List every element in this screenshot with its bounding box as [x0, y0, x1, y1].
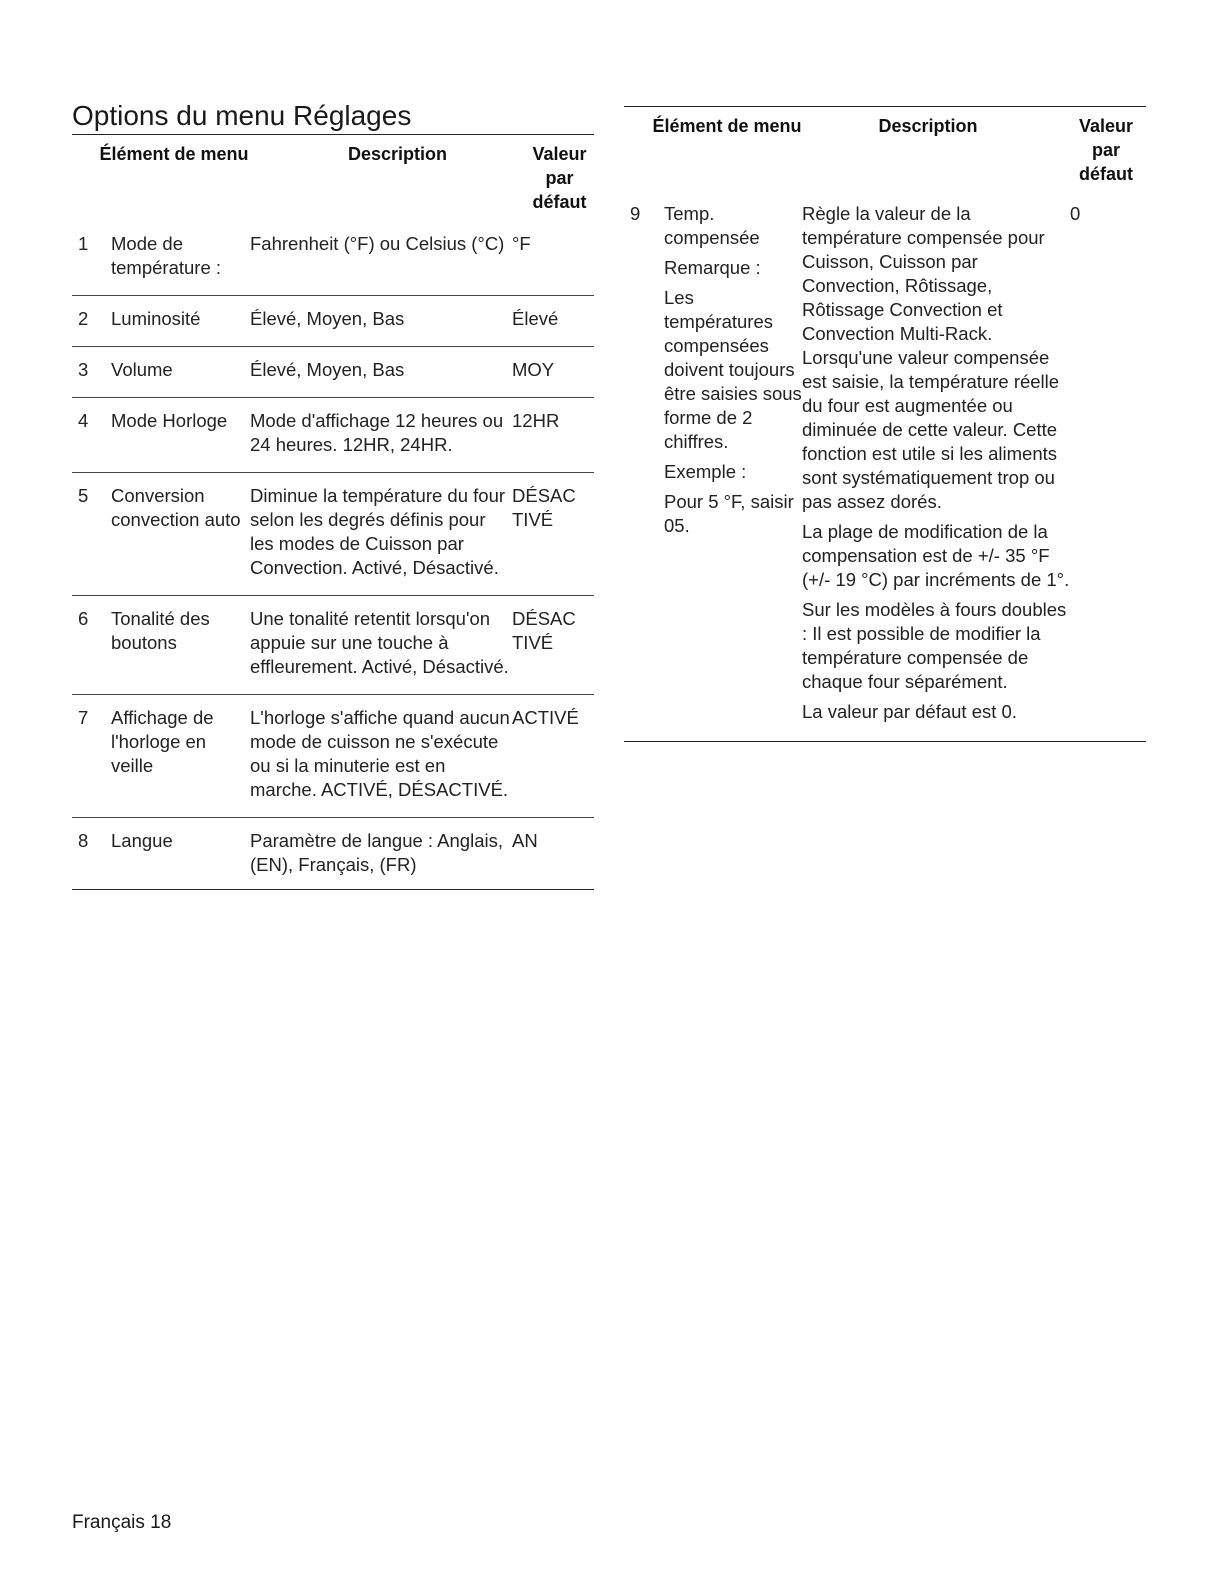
row-default-value: DÉSAC TIVÉ	[512, 608, 576, 653]
table-row	[72, 232, 594, 296]
row-description: L'horloge s'affiche quand aucun mode de cuisson ne s'exécute ou si la minuterie est en marche. ACTIVÉ, DÉSACTIVÉ.	[250, 707, 510, 800]
row-default-value: DÉSAC TIVÉ	[512, 485, 576, 530]
note-text: Les températures compensées doivent toujours être saisies sous forme de 2 chiffres.	[664, 287, 802, 452]
settings-table-left	[72, 134, 594, 890]
page-footer: Français 18	[72, 1512, 172, 1533]
row-menu-item: Conversion convection auto	[111, 485, 241, 530]
row-description: Élevé, Moyen, Bas	[250, 308, 405, 329]
row-description: Diminue la température du four selon les degrés définis pour les modes de Cuisson par Convection. Activé, Désactivé.	[250, 485, 506, 578]
table-row	[72, 296, 594, 347]
row-menu-item: Mode Horloge	[111, 410, 228, 431]
table-row	[72, 695, 594, 818]
row-menu-item: Mode de température :	[111, 233, 222, 278]
row-menu-item: Tonalité des boutons	[111, 608, 210, 653]
settings-table-right	[624, 106, 1146, 742]
row-menu-item: Langue	[111, 830, 173, 851]
row-number: 9	[630, 203, 641, 224]
note-label: Remarque :	[664, 257, 761, 278]
table-header	[72, 135, 594, 232]
example-label: Exemple :	[664, 461, 747, 482]
row-default-value: Élevé	[512, 308, 559, 329]
row-description: Mode d'affichage 12 heures ou 24 heures. 12HR, 24HR.	[250, 410, 504, 455]
row-number: 5	[78, 485, 89, 506]
header-default-value: Valeur par défaut	[1078, 116, 1134, 184]
table-header	[624, 107, 1146, 202]
page-title: Options du menu Réglages	[72, 100, 412, 131]
table-row	[72, 596, 594, 695]
table-row	[624, 202, 1146, 741]
row-default-value: 0	[1070, 203, 1081, 224]
row-default-value: 12HR	[512, 410, 560, 431]
header-menu-item: Élément de menu	[99, 144, 249, 164]
header-default-value: Valeur par défaut	[532, 144, 587, 212]
description-paragraph: Règle la valeur de la température compensée pour Cuisson, Cuisson par Convection, Rôtissage, Rôtissage Convection et Convection Multi-Rack. Lorsqu'une valeur compensée est saisie, la température réelle du four est augmentée ou diminuée de cette valeur. Cette fonction est utile si les aliments sont systématiquement trop ou pas assez dorés.	[802, 203, 1060, 512]
row-number: 7	[78, 707, 89, 728]
example-text: Pour 5 °F, saisir 05.	[664, 491, 794, 536]
table-row	[72, 473, 594, 596]
row-description: Fahrenheit (°F) ou Celsius (°C)	[250, 233, 505, 254]
table-row	[72, 818, 594, 890]
row-default-value: °F	[512, 233, 531, 254]
row-number: 3	[78, 359, 89, 380]
table-row	[72, 347, 594, 398]
table-row	[72, 398, 594, 473]
header-description: Description	[347, 144, 448, 164]
row-number: 2	[78, 308, 89, 329]
row-default-value: AN	[512, 830, 538, 851]
row-number: 4	[78, 410, 89, 431]
row-description: Élevé, Moyen, Bas	[250, 359, 405, 380]
header-menu-item: Élément de menu	[652, 116, 802, 136]
row-menu-item: Affichage de l'horloge en veille	[111, 707, 214, 776]
row-menu-item: Luminosité	[111, 308, 201, 329]
row-default-value: ACTIVÉ	[512, 707, 579, 728]
menu-item-name: Temp. compensée	[664, 203, 760, 248]
row-description: Paramètre de langue : Anglais, (EN), Français, (FR)	[250, 830, 503, 875]
description-paragraph: La plage de modification de la compensation est de +/- 35 °F (+/- 19 °C) par incréments de 1°.	[802, 521, 1070, 590]
row-description	[802, 202, 1070, 730]
row-number: 8	[78, 830, 89, 851]
description-paragraph: Sur les modèles à fours doubles : Il est possible de modifier la température compensée de chaque four séparément.	[802, 599, 1067, 692]
row-number: 6	[78, 608, 89, 629]
row-menu-item: Volume	[111, 359, 173, 380]
description-paragraph: La valeur par défaut est 0.	[802, 701, 1017, 722]
row-number: 1	[78, 233, 89, 254]
row-default-value: MOY	[512, 359, 555, 380]
header-description: Description	[878, 116, 978, 136]
row-description: Une tonalité retentit lorsqu'on appuie sur une touche à effleurement. Activé, Désactivé.	[250, 608, 509, 677]
row-menu-item	[664, 202, 802, 730]
